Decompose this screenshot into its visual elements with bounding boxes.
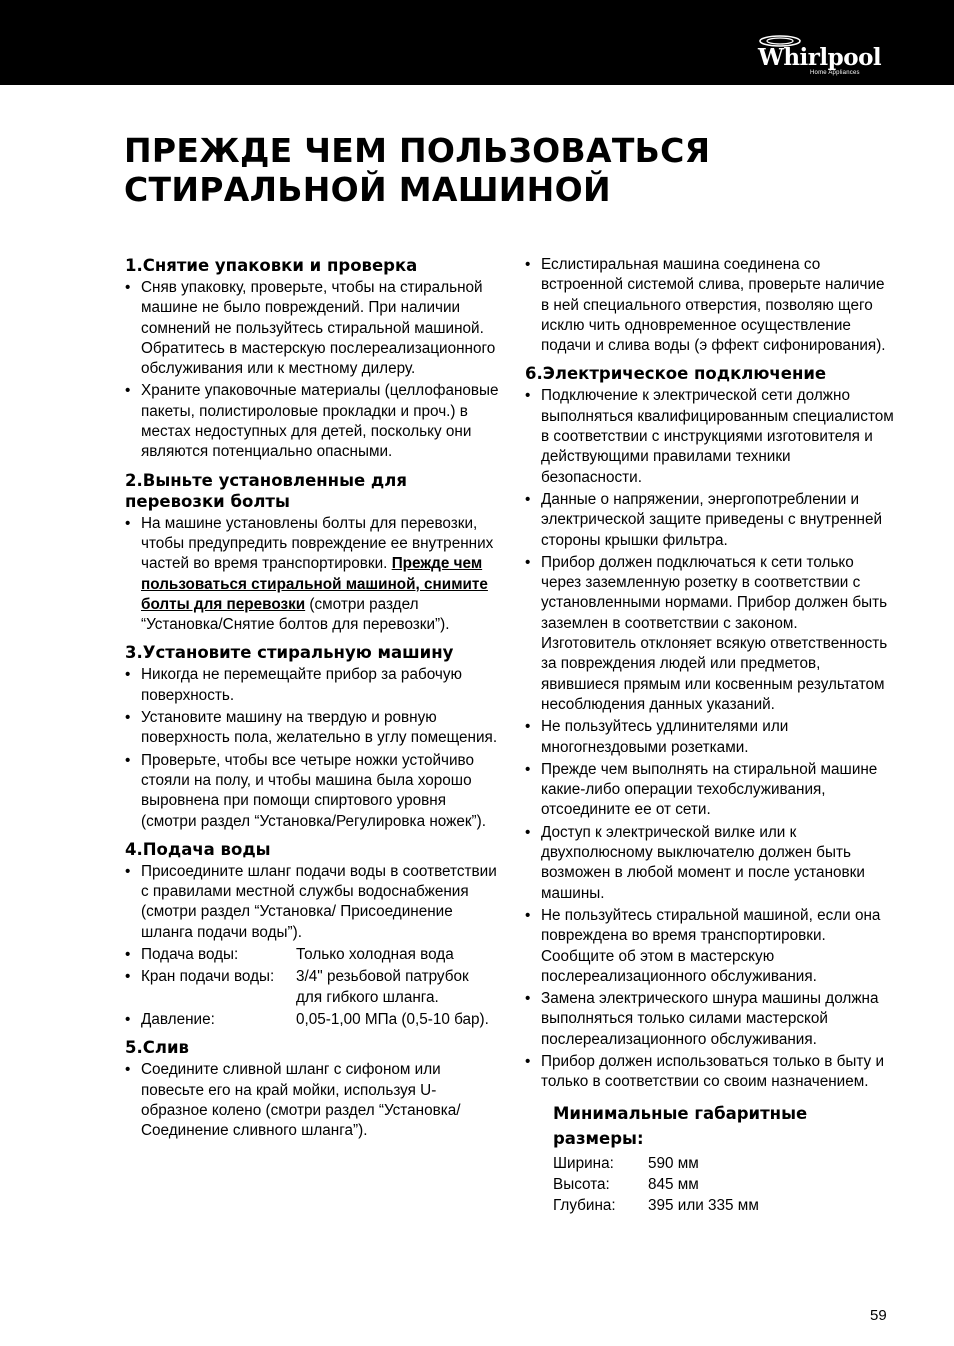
section-heading: 1.Снятие упаковки и проверка	[125, 256, 418, 275]
dimension-row: Высота: 845 мм	[553, 1175, 699, 1193]
whirlpool-logo	[758, 34, 882, 78]
brand-name: Whirlpool	[758, 44, 882, 71]
brand-subtitle: Home Appliances	[810, 70, 860, 76]
warning-text: Прежде чем пользоваться стиральной машиной, снимите болты для перевозки	[141, 555, 488, 613]
spec-row: • Подача воды: Только холодная вода	[125, 946, 454, 964]
list-item: • Соедините сливной шланг с сифоном или повесьте его на край мойки, используя U-образное колено (смотри раздел “Установка/Соединение сливного шланга”).	[125, 1061, 461, 1140]
list-item: • Никогда не перемещайте прибор за рабочую поверхность.	[125, 666, 462, 704]
dimension-row: Глубина: 395 или 335 мм	[553, 1196, 759, 1214]
section-heading: 6.Электрическое подключение	[525, 364, 827, 384]
spec-row: • Давление: 0,05-1,00 МПа (0,5-10 бар).	[125, 1010, 489, 1028]
list-item: • Доступ к электрической вилке или к двухполюсному выключателю должен быть возможен в любой момент и после установки машины.	[525, 823, 865, 902]
list-item: • Прежде чем выполнять на стиральной машине какие-либо операции техобслуживания, отсоедините ее от сети.	[525, 760, 878, 819]
page-title	[124, 131, 844, 209]
spec-row: • Кран подачи воды: 3/4" резьбовой патрубок для гибкого шланга.	[125, 968, 469, 1006]
title-line-1: ПРЕЖДЕ ЧЕМ ПОЛЬЗОВАТЬСЯ	[124, 131, 711, 170]
header-bar	[0, 0, 954, 85]
list-item: • Еслистиральная машина соединена со встроенной системой слива, проверьте наличие в ней специального отверстия, позволяю щего исклю чить одновременное осуществление подачи и слива воды (э ффект сифонирования).	[525, 256, 886, 355]
dimension-row: Ширина: 590 мм	[553, 1154, 699, 1172]
list-item: • Не пользуйтесь удлинителями или многогнездовыми розетками.	[525, 718, 789, 756]
list-item: • Данные о напряжении, энергопотреблении и электрической защите приведены с внутренней стороны крышки фильтра.	[525, 490, 883, 549]
section-heading: 2.Выньте установленные для перевозки болты	[125, 470, 407, 511]
section-heading: 5.Слив	[125, 1038, 189, 1058]
list-item: • Замена электрического шнура машины должна выполняться только силами мастерской послереализационного обслуживания.	[525, 990, 879, 1048]
left-column	[124, 255, 499, 1143]
list-item: • Сняв упаковку, проверьте, чтобы на стиральной машине не было повреждений. При наличии сомнений не пользуйтесь стиральной машиной. Обратитесь в мастерскую послереализационного обслуживания или к местному дилеру.	[125, 279, 496, 378]
list-item: • Проверьте, чтобы все четыре ножки устойчиво стояли на полу, и чтобы машина была хорошо выровнена при помощи спиртового уровня (смотри раздел “Установка/Регулировка ножек”).	[125, 751, 486, 830]
list-item: • Не пользуйтесь стиральной машиной, если она повреждена во время транспортировки. Сообщите об этом в мастерскую послереализационного обслуживания.	[525, 906, 881, 985]
list-item: • Прибор должен использоваться только в быту и только в соответствии со своим назначением.	[525, 1052, 884, 1091]
list-item: • Присоедините шланг подачи воды в соответствии с правилами местной службы водоснабжения (смотри раздел “Установка/ Присоединение шланга подачи воды”).	[125, 862, 497, 941]
list-item: • На машине установлены болты для перевозки, чтобы предупредить повреждение ее внутренних частей во время транспортировки. Прежде чем пользоваться стиральной машиной, снимите болты для перевозки (смотри раздел “Установка/Снятие болтов для перевозки”).	[125, 514, 494, 634]
list-item: • Установите машину на твердую и ровную поверхность пола, желательно в углу помещения.	[125, 709, 498, 747]
list-item: • Храните упаковочные материалы (целлофановые пакеты, полистироловые прокладки и проч.) в местах недоступных для детей, поскольку они являются потенциально опасными.	[125, 382, 499, 461]
title-line-2: СТИРАЛЬНОЙ МАШИНОЙ	[124, 170, 611, 209]
list-item: • Подключение к электрической сети должно выполняться квалифицированным специалистом в соответствии с инструкциями изготовителя и действующими правилами техники безопасности.	[525, 387, 894, 486]
right-column	[524, 255, 894, 1216]
dimensions-block	[553, 1101, 894, 1216]
dimensions-title: Минимальные габаритные размеры:	[553, 1103, 808, 1148]
section-heading: 4.Подача воды	[125, 839, 271, 859]
page-number: 59	[870, 1307, 887, 1324]
list-item: • Прибор должен подключаться к сети только через заземленную розетку в соответствии с установленными нормами. Прибор должен быть заземлен в соответствии с законом. Изготовитель отклоняет всякую ответственность за повреждения людей или предметов, явившиеся прямым или косвенным результатом несоблюдения данных указаний.	[525, 553, 888, 713]
section-heading: 3.Установите стиральную машину	[125, 643, 454, 663]
